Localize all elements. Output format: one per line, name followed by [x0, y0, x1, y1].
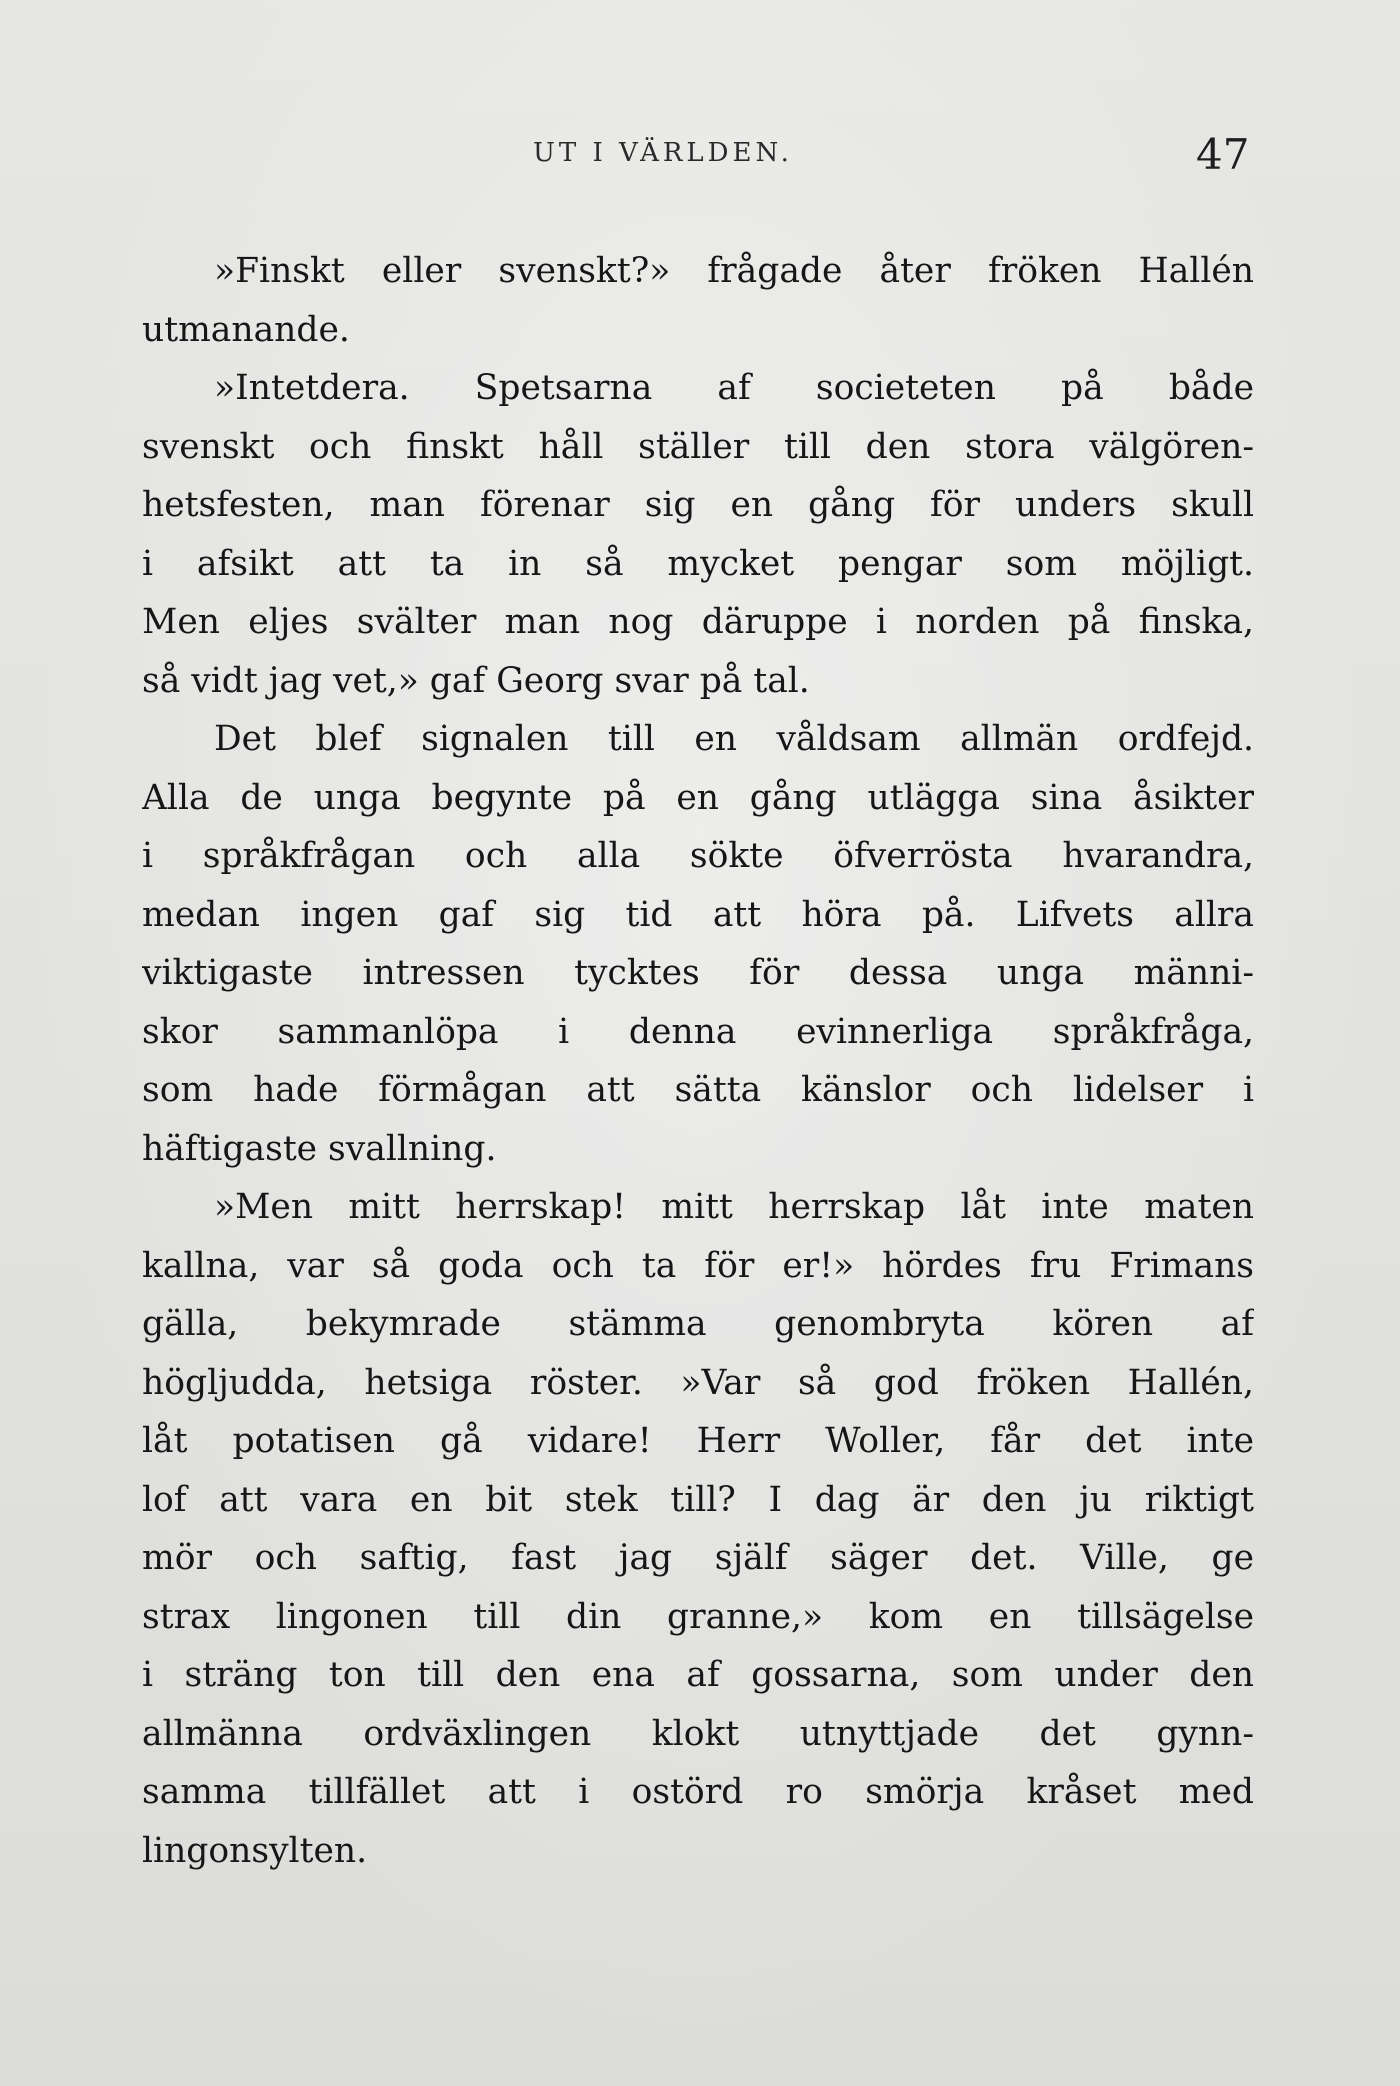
body-text — [142, 242, 1254, 1880]
page-number: 47 — [1196, 130, 1250, 179]
text-line: utmanande. — [142, 309, 350, 350]
text-line: strax lingonen till din granne,» kom en tillsägelse — [142, 1596, 1254, 1637]
text-line: så vidt jag vet,» gaf Georg svar på tal. — [142, 660, 810, 701]
text-line: viktigaste intressen tycktes för dessa unga männi- — [142, 953, 1254, 993]
text-line: i sträng ton till den ena af gossarna, som under den — [142, 1655, 1254, 1695]
text-line: i afsikt att ta in så mycket pengar som möjligt. — [142, 543, 1254, 584]
text-line: Alla de unga begynte på en gång utlägga sina åsikter — [142, 777, 1254, 818]
text-line: häftigaste svallning. — [142, 1128, 497, 1169]
text-line: högljudda, hetsiga röster. »Var så god fröken Hallén, — [142, 1362, 1254, 1403]
text-line: gälla, bekymrade stämma genombryta kören af — [142, 1304, 1254, 1344]
text-line: lof att vara en bit stek till? I dag är den ju riktigt — [142, 1479, 1254, 1520]
running-head — [0, 130, 1400, 190]
text-line: i språkfrågan och alla sökte öfverrösta hvarandra, — [142, 836, 1254, 876]
text-line: svenskt och finskt håll ställer till den stora välgören- — [142, 426, 1254, 467]
running-title: UT I VÄRLDEN. — [533, 138, 793, 168]
text-line: som hade förmågan att sätta känslor och lidelser i — [142, 1070, 1254, 1110]
text-line: låt potatisen gå vidare! Herr Woller, får det inte — [142, 1421, 1254, 1461]
text-line: »Men mitt herrskap! mitt herrskap låt inte maten — [214, 1187, 1254, 1227]
text-line: Det blef signalen till en våldsam allmän ordfejd. — [214, 719, 1254, 759]
text-line: allmänna ordväxlingen klokt utnyttjade det gynn- — [142, 1713, 1254, 1754]
text-line: skor sammanlöpa i denna evinnerliga språkfråga, — [142, 1011, 1254, 1052]
text-line: »Intetdera. Spetsarna af societeten på både — [214, 368, 1254, 408]
text-line: kallna, var så goda och ta för er!» hördes fru Frimans — [142, 1245, 1254, 1286]
text-line: lingonsylten. — [142, 1830, 368, 1871]
text-line: hetsfesten, man förenar sig en gång för unders skull — [142, 485, 1254, 525]
text-line: »Finskt eller svenskt?» frågade åter fröken Hallén — [214, 251, 1254, 291]
text-line: samma tillfället att i ostörd ro smörja kråset med — [142, 1772, 1254, 1812]
text-line: mör och saftig, fast jag själf säger det. Ville, ge — [142, 1538, 1254, 1578]
text-line: Men eljes svälter man nog däruppe i norden på finska, — [142, 602, 1254, 642]
text-line: medan ingen gaf sig tid att höra på. Lifvets allra — [142, 894, 1254, 935]
